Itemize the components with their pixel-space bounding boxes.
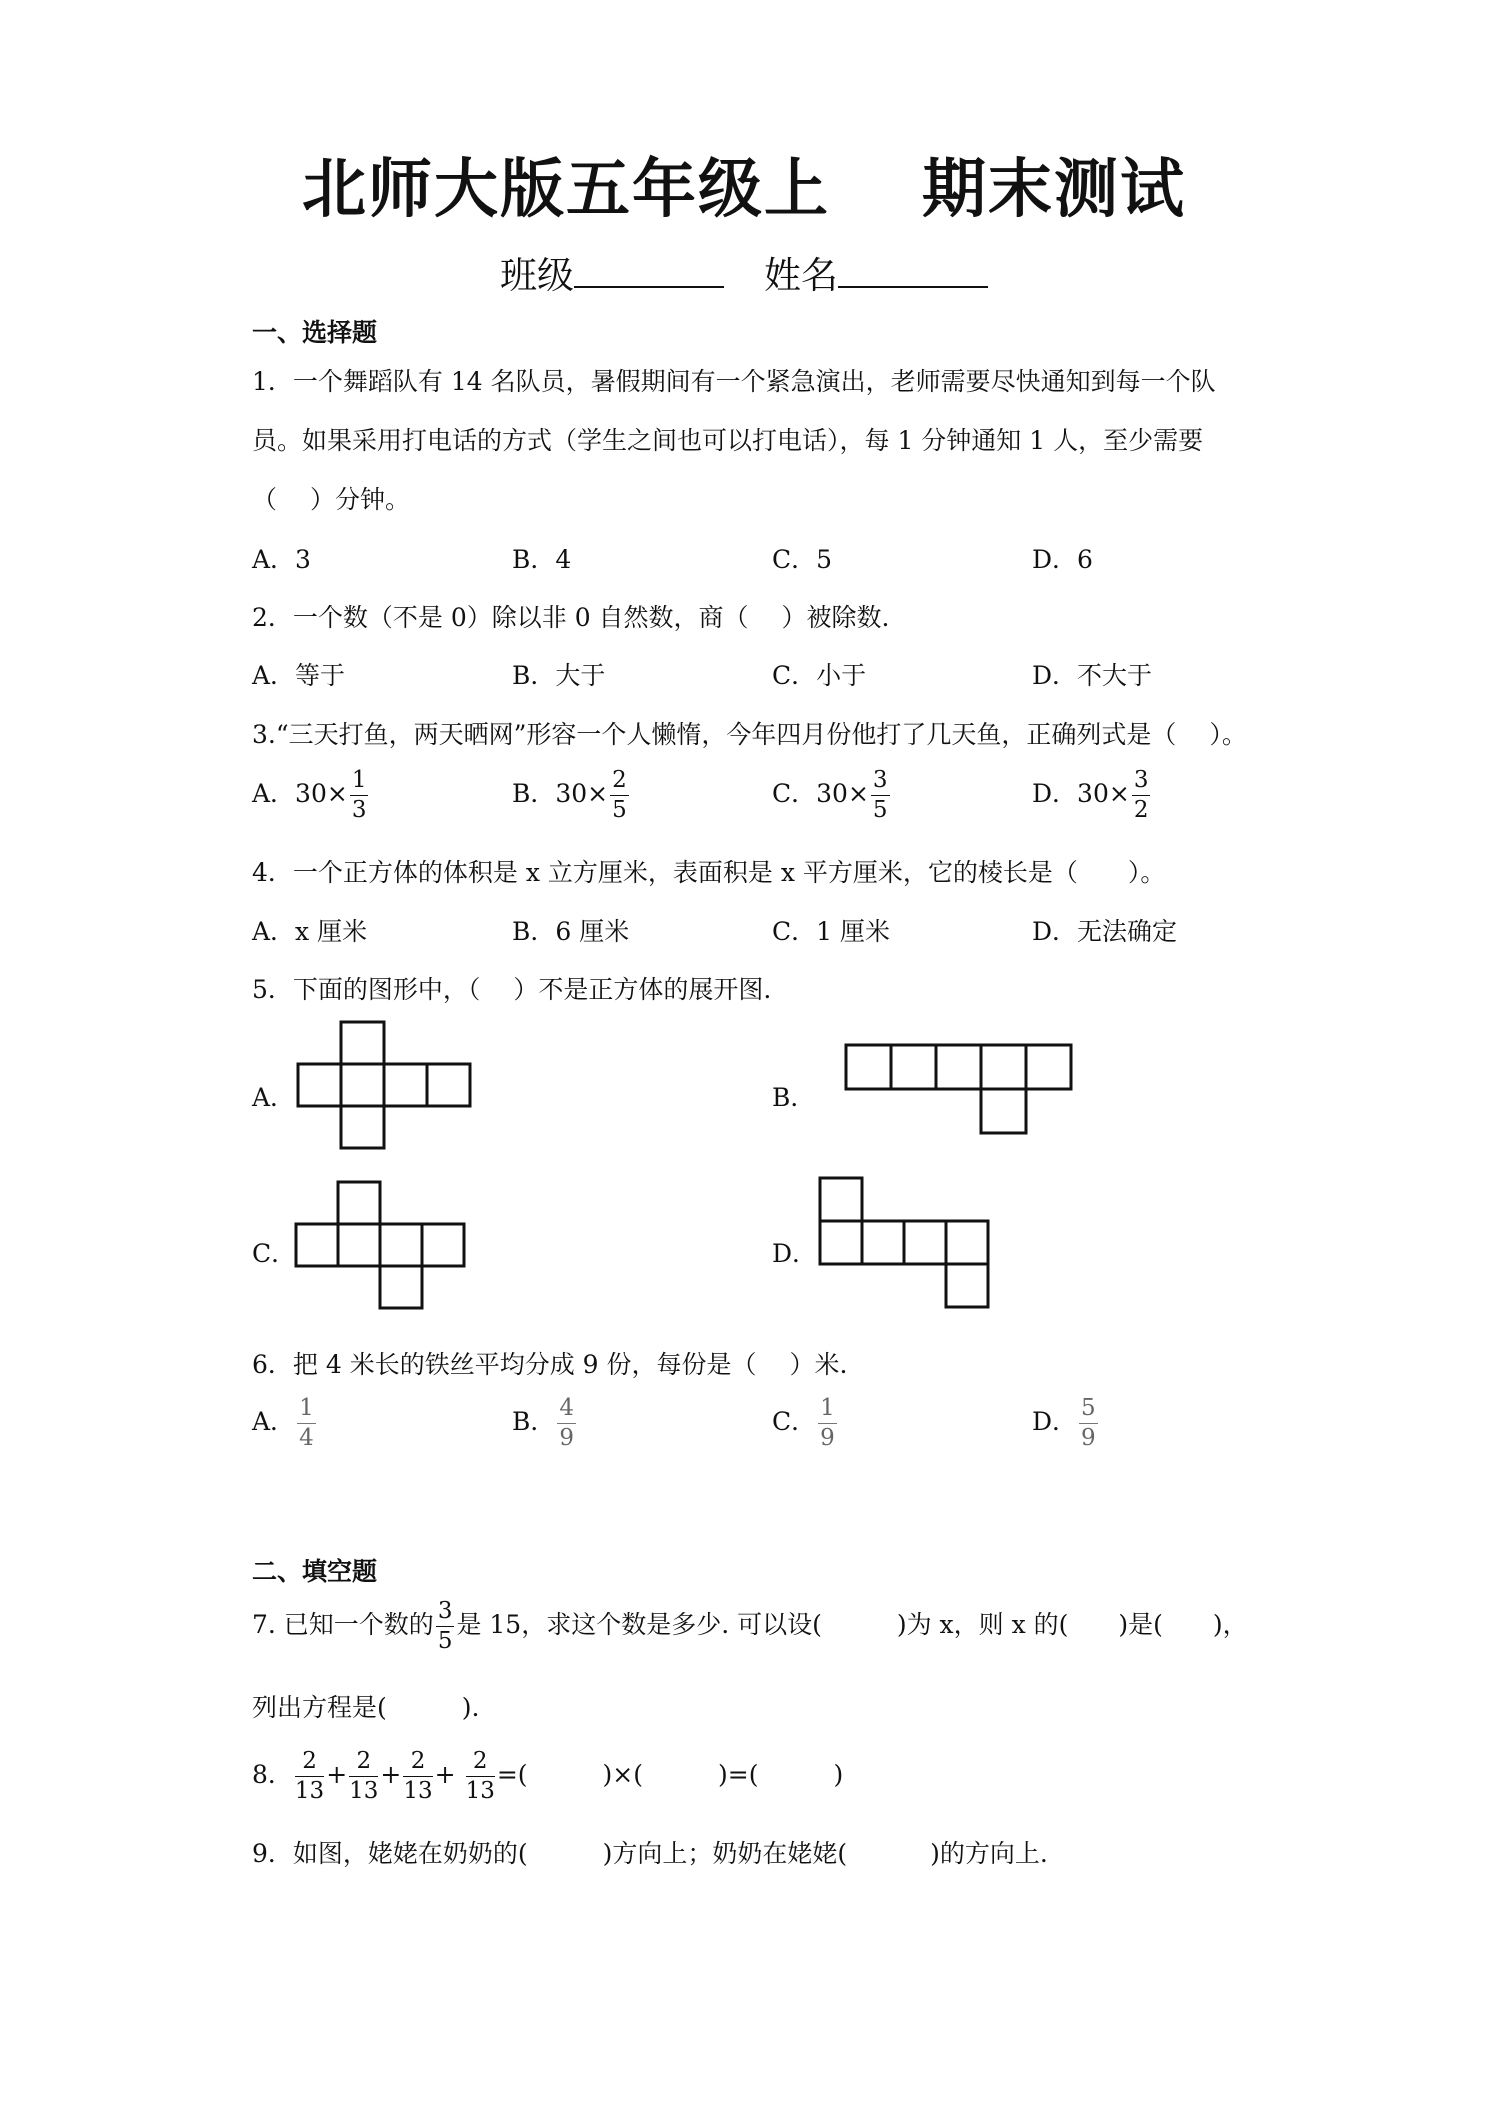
q4-option-c[interactable]: C．1 厘米: [772, 917, 890, 946]
q6-option-d-label: D．: [1032, 1407, 1078, 1436]
numerator: 2: [403, 1750, 432, 1777]
q3-option-b-label: B．30×: [512, 779, 609, 808]
q7-line1: [252, 1600, 1248, 1653]
section-heading-fill: 二、填空题: [252, 1557, 378, 1586]
q4-text: 4．一个正方体的体积是 x 立方厘米，表面积是 x 平方厘米，它的棱长是（ ）。: [252, 858, 1166, 887]
q2-option-a[interactable]: A．等于: [252, 661, 346, 690]
fraction: [1079, 1397, 1098, 1450]
numerator: 3: [1132, 769, 1151, 796]
fraction: [1132, 769, 1151, 822]
fraction: [403, 1750, 432, 1803]
denominator: 9: [820, 1425, 835, 1451]
q6-text: 6．把 4 米长的铁丝平均分成 9 份，每份是（ ）米.: [252, 1350, 848, 1379]
q6-option-b[interactable]: [512, 1397, 578, 1450]
fraction: [350, 769, 369, 822]
fraction: [297, 1397, 316, 1450]
name-blank[interactable]: [838, 252, 988, 288]
q8-expression: [252, 1750, 843, 1803]
plus-sign: +: [380, 1760, 402, 1789]
q6-option-a[interactable]: [252, 1397, 318, 1450]
q5-option-d[interactable]: D．: [772, 1239, 818, 1268]
q6-option-c[interactable]: [772, 1397, 839, 1450]
numerator: 3: [436, 1600, 455, 1627]
plus-sign: +: [326, 1760, 348, 1789]
numerator: 1: [297, 1397, 316, 1424]
section-heading-choice: 一、选择题: [252, 318, 378, 347]
q6-option-b-label: B．: [512, 1407, 556, 1436]
fraction: [818, 1397, 837, 1450]
q1-option-a[interactable]: A．3: [252, 545, 311, 574]
numerator: 5: [1079, 1397, 1098, 1424]
q7-suffix: 是 15，求这个数是多少. 可以设( )为 x，则 x 的( )是( )，: [456, 1610, 1248, 1639]
q5-text: 5．下面的图形中，（ ）不是正方体的展开图.: [252, 975, 772, 1004]
fraction: [610, 769, 629, 822]
q3-option-d-label: D．30×: [1032, 779, 1130, 808]
cube-net-d: [818, 1176, 994, 1312]
numerator: 2: [610, 769, 629, 796]
q5-option-a[interactable]: A．: [252, 1083, 296, 1112]
denominator: 5: [437, 1628, 453, 1654]
q3-option-c-label: C．30×: [772, 779, 869, 808]
q4-option-d[interactable]: D．无法确定: [1032, 917, 1178, 946]
class-name-line: [0, 245, 1488, 299]
q8-tail: =( )×( )=( ): [496, 1760, 844, 1789]
q6-option-c-label: C．: [772, 1407, 817, 1436]
q3-option-c[interactable]: [772, 769, 892, 822]
q2-option-d[interactable]: D．不大于: [1032, 661, 1153, 690]
numerator: 2: [349, 1750, 378, 1777]
q3-option-a-label: A．30×: [252, 779, 348, 808]
numerator: 1: [350, 769, 369, 796]
q7-line2: 列出方程是( ).: [252, 1693, 480, 1722]
q3-option-d[interactable]: [1032, 769, 1152, 822]
denominator: 13: [403, 1778, 433, 1804]
q9-text: 9．如图，姥姥在奶奶的( )方向上；奶奶在姥姥( )的方向上.: [252, 1839, 1048, 1868]
fraction: [295, 1750, 324, 1803]
cube-net-c: [294, 1180, 470, 1312]
fraction: [349, 1750, 378, 1803]
name-label: 姓名: [764, 254, 838, 297]
q3-text: 3.“三天打鱼，两天晒网”形容一个人懒惰，今年四月份他打了几天鱼，正确列式是（ ）。: [252, 720, 1247, 749]
q2-text: 2．一个数（不是 0）除以非 0 自然数，商（ ）被除数.: [252, 603, 890, 632]
q2-option-b[interactable]: B．大于: [512, 661, 606, 690]
denominator: 5: [872, 797, 888, 823]
q2-option-c[interactable]: C．小于: [772, 661, 867, 690]
q1-option-c[interactable]: C．5: [772, 545, 833, 574]
q6-option-d[interactable]: [1032, 1397, 1100, 1450]
q1-line2: 员。如果采用打电话的方式（学生之间也可以打电话），每 1 分钟通知 1 人，至少需要: [252, 426, 1204, 455]
denominator: 13: [349, 1778, 379, 1804]
q5-option-c[interactable]: C．: [252, 1239, 297, 1268]
q3-option-a[interactable]: [252, 769, 370, 822]
fraction: [466, 1750, 495, 1803]
fraction: [436, 1600, 455, 1653]
numerator: 2: [295, 1750, 324, 1777]
numerator: 3: [871, 769, 890, 796]
numerator: 4: [557, 1397, 576, 1424]
numerator: 2: [466, 1750, 495, 1777]
q1-line1: 1．一个舞蹈队有 14 名队员，暑假期间有一个紧急演出，老师需要尽快通知到每一个队: [252, 367, 1216, 396]
q1-option-b[interactable]: B．4: [512, 545, 572, 574]
q5-option-b[interactable]: B．: [772, 1083, 816, 1112]
fraction: [557, 1397, 576, 1450]
q8-label: 8．: [252, 1760, 293, 1789]
q7-prefix: 7. 已知一个数的: [252, 1610, 434, 1639]
denominator: 9: [559, 1425, 575, 1451]
cube-net-a: [296, 1020, 474, 1152]
numerator: 1: [818, 1397, 837, 1424]
fraction: [871, 769, 890, 822]
denominator: 9: [1081, 1425, 1096, 1451]
class-blank[interactable]: [574, 252, 724, 288]
denominator: 4: [299, 1425, 314, 1451]
q1-line3: （ ）分钟。: [252, 485, 410, 514]
class-label: 班级: [500, 254, 574, 297]
q4-option-b[interactable]: B．6 厘米: [512, 917, 630, 946]
q4-option-a[interactable]: A．x 厘米: [252, 917, 368, 946]
denominator: 2: [1133, 797, 1149, 823]
cube-net-b: [844, 1043, 1076, 1139]
denominator: 13: [465, 1778, 495, 1804]
plus-sign: +: [434, 1760, 456, 1789]
title-right: 期末测试: [922, 153, 1186, 227]
denominator: 13: [294, 1778, 325, 1804]
page-title: [0, 138, 1488, 230]
q1-option-d[interactable]: D．6: [1032, 545, 1093, 574]
title-left: 北师大版五年级上: [302, 153, 830, 227]
denominator: 5: [612, 797, 627, 823]
denominator: 3: [351, 797, 367, 823]
q6-option-a-label: A．: [252, 1407, 296, 1436]
q3-option-b[interactable]: [512, 769, 631, 822]
